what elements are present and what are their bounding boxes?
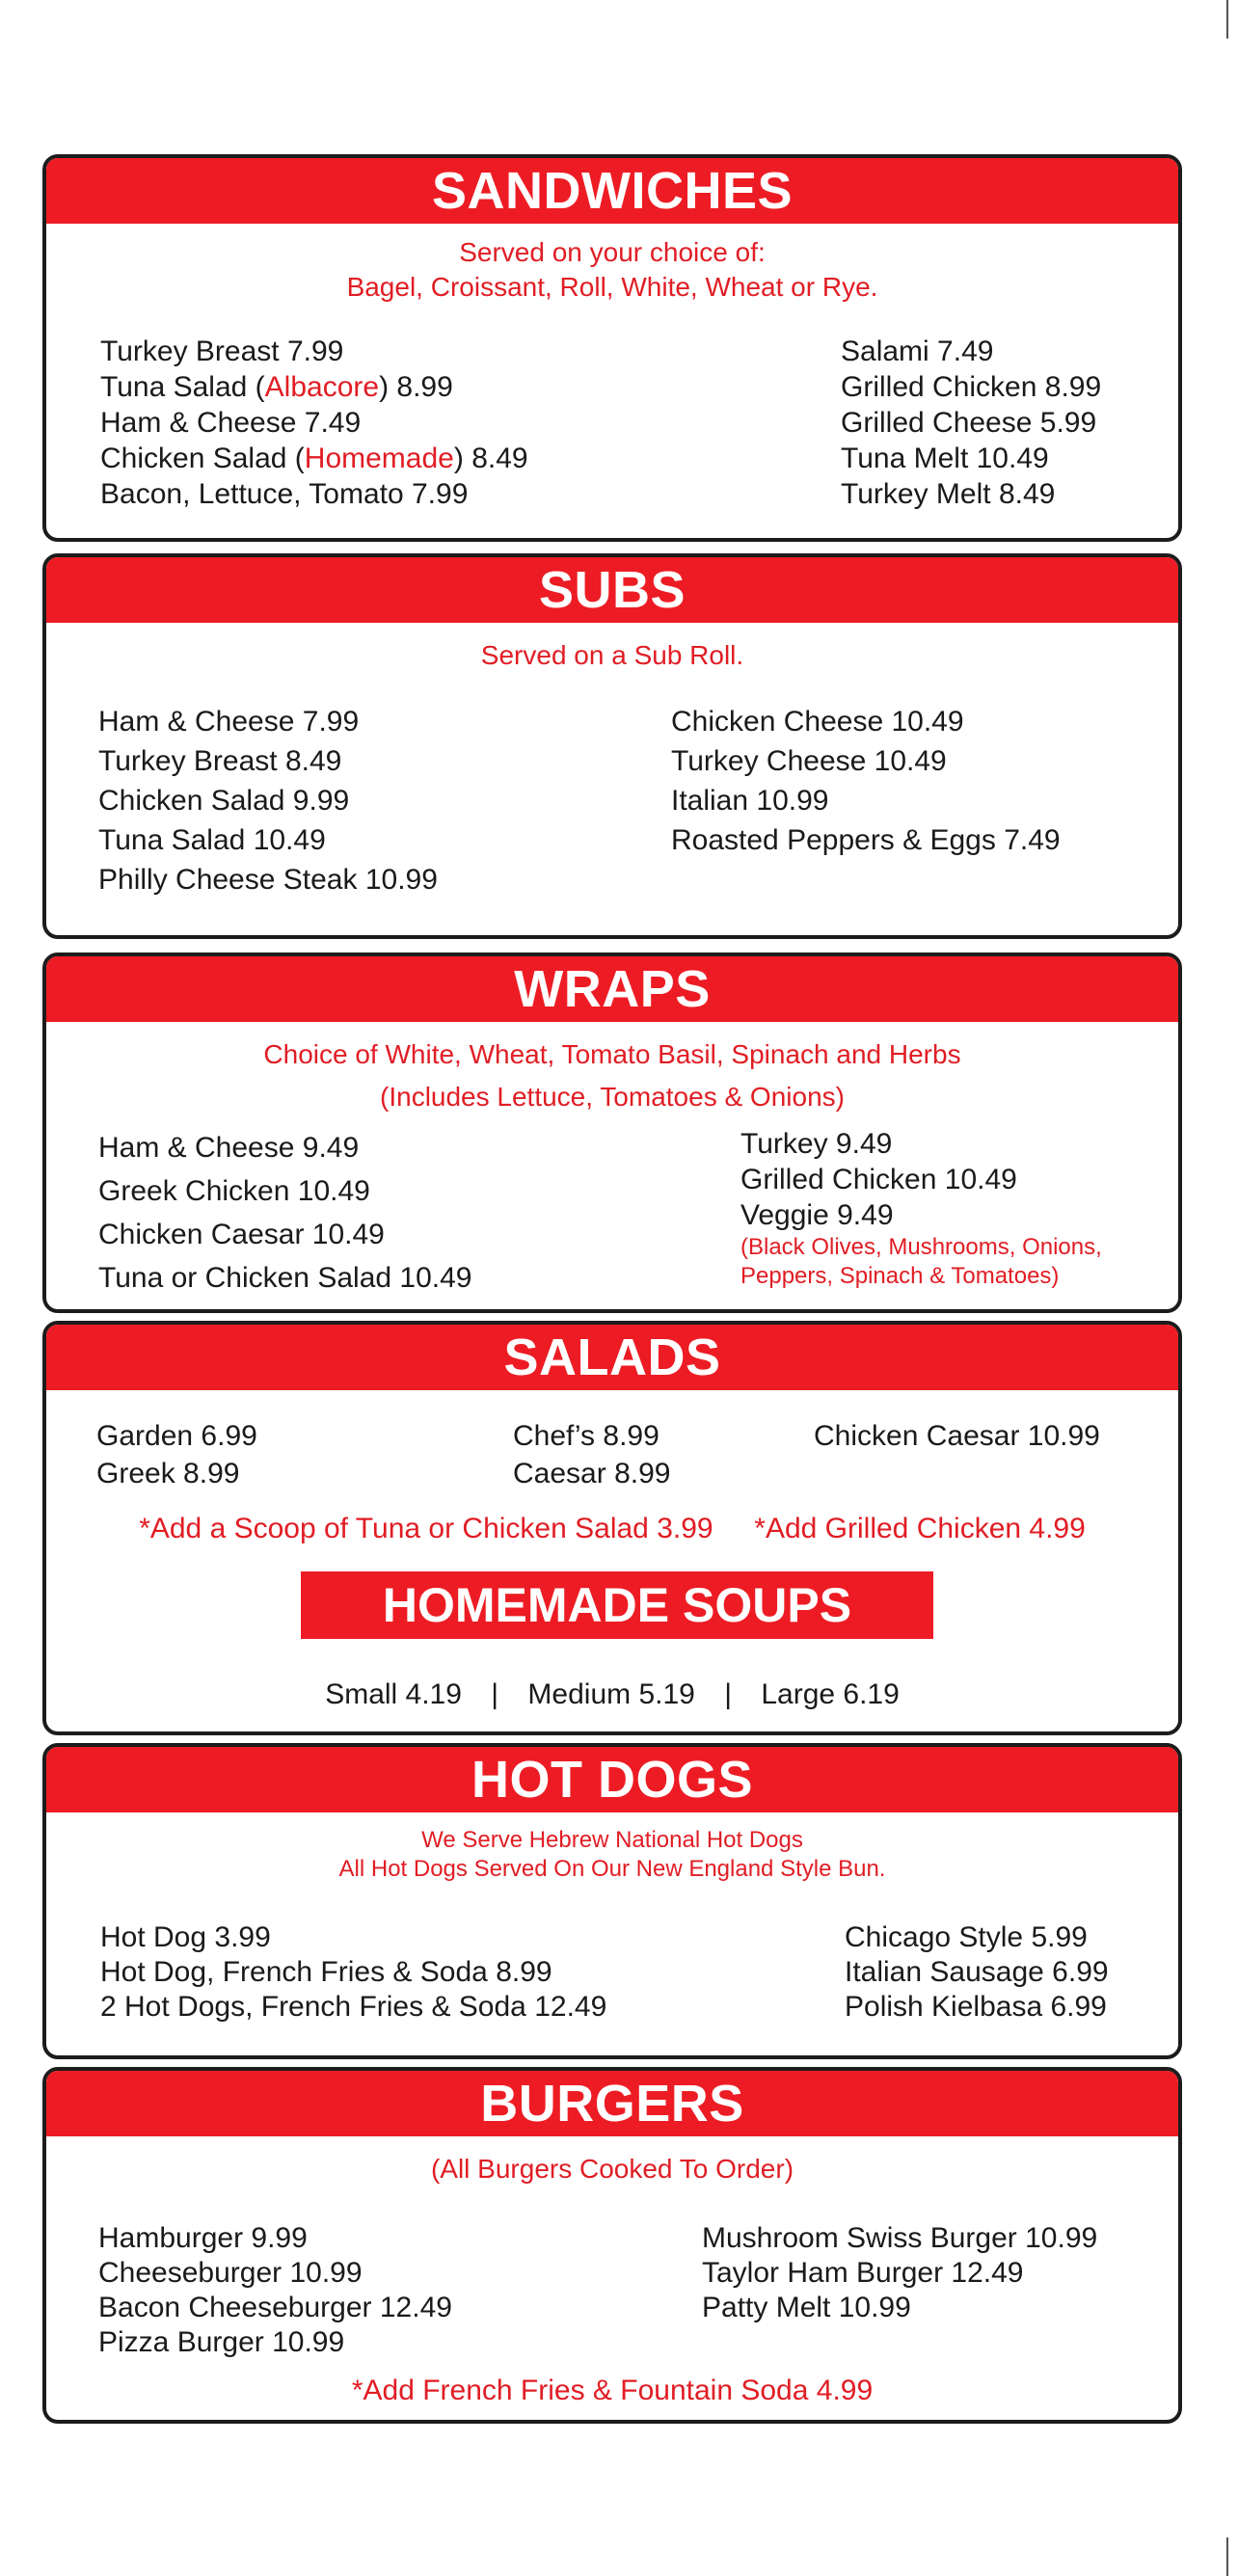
menu-item-price: 10.99 [1027,1420,1100,1452]
menu-item-name: Salami [841,335,929,367]
menu-item-name: Turkey Cheese [671,745,867,777]
menu-item-name: Chef’s [513,1420,596,1452]
salads-section [42,1321,1182,1735]
menu-item-name: Mushroom Swiss Burger [702,2222,1017,2254]
menu-item-price: 8.99 [183,1458,240,1489]
menu-item-price: 12.49 [534,1991,607,2023]
homemade-soups-banner: HOMEMADE SOUPS [301,1571,933,1639]
burgers-section [42,2067,1182,2424]
menu-item [100,476,528,512]
menu-item-price: 7.49 [1004,824,1061,856]
menu-item [98,2291,452,2325]
menu-item-price: 8.99 [603,1420,659,1452]
wraps-left-list [98,1126,471,1300]
menu-item-name: Ham & Cheese [98,706,295,738]
menu-item-price: 10.49 [399,1262,472,1294]
menu-item-price: 10.99 [756,785,829,817]
menu-item-price: 9.99 [251,2222,308,2254]
menu-item-name: Hot Dog [100,1921,207,1953]
menu-item-name: Chicken Caesar [814,1420,1020,1452]
hot-dogs-subtitle-line1: We Serve Hebrew National Hot Dogs [421,1827,803,1853]
menu-item-price: 7.99 [302,706,360,738]
menu-item-price: 10.99 [838,2292,911,2323]
menu-item-suffix: ) [453,443,464,474]
menu-item [702,2256,1097,2291]
menu-item-name: Philly Cheese Steak [98,864,358,896]
menu-item-name: Tuna Salad ( [100,371,265,403]
menu-item [100,1920,606,1955]
menu-item-price: 10.99 [272,2326,345,2358]
menu-item-price: 10.99 [289,2257,363,2289]
menu-item [98,702,438,741]
menu-item-name: Chicken Salad [98,785,285,817]
sandwiches-section [42,154,1182,542]
burgers-left-list [98,2221,452,2360]
menu-item-price: 8.99 [1044,371,1102,403]
soup-separator-2: | [724,1678,732,1710]
menu-item [98,741,438,781]
subs-right-list [671,702,1061,860]
menu-item-price: 8.99 [614,1458,671,1489]
hot-dogs-header: HOT DOGS [46,1747,1178,1812]
subs-left-list [98,702,438,899]
menu-item-price: 6.99 [201,1420,257,1452]
salads-col1-list [96,1417,257,1492]
soup-small: Small 4.19 [325,1678,462,1710]
wraps-right-items [740,1126,1102,1233]
menu-item-name: Greek [96,1458,175,1489]
menu-item-name: Ham & Cheese [98,1132,295,1164]
menu-item-price: 8.49 [284,745,342,777]
menu-item [98,1126,471,1169]
salads-col3-list [814,1417,1100,1455]
menu-item [98,820,438,860]
salad-addon-grilled-chicken: *Add Grilled Chicken 4.99 [754,1513,1086,1544]
menu-item-price: 9.49 [835,1128,893,1160]
menu-item [98,1256,471,1300]
menu-item-price: 12.49 [951,2257,1024,2289]
sandwiches-subtitle-line2: Bagel, Croissant, Roll, White, Wheat or Rye. [346,272,878,302]
menu-item [841,405,1101,441]
menu-item-price: 10.49 [944,1164,1017,1195]
menu-item-name: Grilled Chicken [740,1164,937,1195]
salad-addon-tuna-chicken: *Add a Scoop of Tuna or Chicken Salad 3.99 [139,1513,713,1544]
menu-item [98,2325,452,2360]
menu-item-price: 10.49 [976,443,1049,474]
menu-item-price: 10.99 [1025,2222,1098,2254]
menu-item [740,1197,1102,1233]
salads-col2-list [513,1417,670,1492]
menu-item-price: 12.49 [379,2292,452,2323]
menu-item-name: Chicago Style [845,1921,1024,1953]
menu-item [98,1213,471,1256]
menu-item-price: 10.49 [297,1175,370,1207]
menu-item [740,1162,1102,1197]
menu-item-name: Hamburger [98,2222,244,2254]
menu-item-name: Grilled Cheese [841,407,1033,439]
menu-item-name: Veggie [740,1199,829,1231]
menu-item-name: Grilled Chicken [841,371,1037,403]
menu-item-price: 7.49 [937,335,994,367]
wraps-header: WRAPS [46,956,1178,1022]
menu-item-price: 10.49 [311,1219,385,1250]
menu-item-price: 7.99 [412,478,469,510]
menu-item-name: Turkey [740,1128,828,1160]
menu-item [100,334,528,369]
soup-sizes [46,1677,1178,1712]
menu-item [702,2291,1097,2325]
menu-item [671,741,1061,781]
menu-item [740,1126,1102,1162]
burgers-right-list [702,2221,1097,2325]
menu-item-price: 10.49 [891,706,964,738]
menu-item [100,441,528,476]
menu-item [98,2256,452,2291]
menu-item-name: Polish Kielbasa [845,1991,1043,2023]
menu-item [845,1955,1109,1990]
menu-item [841,369,1101,405]
crop-mark-bottom [1226,2537,1228,2576]
menu-item [100,1990,606,2025]
menu-item-name: Turkey Breast [98,745,278,777]
wraps-subtitle-line2: (Includes Lettuce, Tomatoes & Onions) [380,1082,845,1112]
menu-item [513,1455,670,1492]
menu-item-name: Roasted Peppers & Eggs [671,824,996,856]
subs-header: SUBS [46,557,1178,623]
menu-item [98,860,438,899]
menu-item [841,441,1101,476]
menu-item [513,1417,670,1455]
menu-item-name: Tuna Salad [98,824,246,856]
menu-item [100,405,528,441]
menu-item-name: Caesar [513,1458,606,1489]
salads-header: SALADS [46,1325,1178,1390]
menu-item-suffix: ) [379,371,390,403]
menu-item [841,476,1101,512]
menu-item-name: Greek Chicken [98,1175,290,1207]
menu-item [98,2221,452,2256]
crop-mark-top [1226,0,1228,39]
menu-item-name: Turkey Breast [100,335,280,367]
menu-item [100,1955,606,1990]
menu-item-highlight: Albacore [264,371,380,403]
menu-item-price: 10.99 [364,864,438,896]
menu-item [845,1990,1109,2025]
subs-section [42,553,1182,939]
menu-item [841,334,1101,369]
menu-item-name: 2 Hot Dogs, French Fries & Soda [100,1991,526,2023]
menu-item-name: Garden [96,1420,194,1452]
burgers-subtitle: (All Burgers Cooked To Order) [430,2154,794,2184]
menu-item-name: Cheeseburger [98,2257,283,2289]
menu-item-name: Turkey Melt [841,478,991,510]
menu-item-name: Hot Dog, French Fries & Soda [100,1956,488,1988]
menu-item [702,2221,1097,2256]
menu-item [845,1920,1109,1955]
hot-dogs-left-list [100,1920,606,2025]
menu-item-name: Pizza Burger [98,2326,264,2358]
menu-item-name: Tuna or Chicken Salad [98,1262,392,1294]
menu-item-price: 10.49 [874,745,947,777]
menu-item [98,781,438,820]
burgers-header: BURGERS [46,2071,1178,2136]
menu-item-name: Bacon Cheeseburger [98,2292,372,2323]
menu-item [671,820,1061,860]
veggie-note-line1: (Black Olives, Mushrooms, Onions, [740,1234,1102,1260]
sandwiches-header: SANDWICHES [46,158,1178,224]
menu-item-price: 6.99 [1052,1956,1109,1988]
menu-item-price: 8.49 [471,443,528,474]
menu-item-name: Patty Melt [702,2292,831,2323]
menu-item-name: Chicken Caesar [98,1219,305,1250]
menu-item [100,369,528,405]
soup-medium: Medium 5.19 [527,1678,695,1710]
menu-item-price: 10.49 [253,824,326,856]
sandwiches-subtitle-line1: Served on your choice of: [459,237,766,267]
hot-dogs-section [42,1743,1182,2059]
burgers-addon: *Add French Fries & Fountain Soda 4.99 [351,2375,874,2406]
menu-item-name: Chicken Cheese [671,706,884,738]
hot-dogs-subtitle-line2: All Hot Dogs Served On Our New England Style Bun. [338,1856,886,1882]
menu-item-price: 5.99 [1031,1921,1088,1953]
menu-item [671,702,1061,741]
menu-item-price: 5.99 [1039,407,1097,439]
menu-item-price: 9.49 [837,1199,894,1231]
menu-item [671,781,1061,820]
menu-item-highlight: Homemade [304,443,454,474]
menu-item-price: 7.49 [304,407,362,439]
wraps-section [42,953,1182,1313]
menu-item-name: Bacon, Lettuce, Tomato [100,478,404,510]
menu-item-price: 8.99 [396,371,453,403]
veggie-note-line2: Peppers, Spinach & Tomatoes) [740,1263,1060,1289]
menu-item-price: 3.99 [214,1921,271,1953]
hot-dogs-right-list [845,1920,1109,2025]
menu-item [96,1417,257,1455]
menu-item-price: 8.49 [998,478,1056,510]
menu-item [814,1417,1100,1455]
soup-large: Large 6.19 [761,1678,900,1710]
sandwiches-left-list [100,334,528,512]
soup-separator-1: | [491,1678,499,1710]
menu-item-name: Italian Sausage [845,1956,1044,1988]
menu-item-name: Italian [671,785,749,817]
menu-item-name: Chicken Salad ( [100,443,305,474]
subs-subtitle: Served on a Sub Roll. [480,640,744,670]
menu-item-price: 9.99 [292,785,350,817]
menu-item-price: 7.99 [286,335,344,367]
menu-item-name: Taylor Ham Burger [702,2257,944,2289]
menu-item [96,1455,257,1492]
menu-item-name: Tuna Melt [841,443,969,474]
wraps-right-list [740,1126,1102,1291]
menu-item-name: Ham & Cheese [100,407,297,439]
menu-item-price: 9.49 [302,1132,360,1164]
wraps-subtitle-line1: Choice of White, Wheat, Tomato Basil, Spinach and Herbs [263,1039,961,1069]
sandwiches-right-list [841,334,1101,512]
menu-item [98,1169,471,1213]
menu-item-price: 6.99 [1050,1991,1107,2023]
menu-item-price: 8.99 [496,1956,552,1988]
